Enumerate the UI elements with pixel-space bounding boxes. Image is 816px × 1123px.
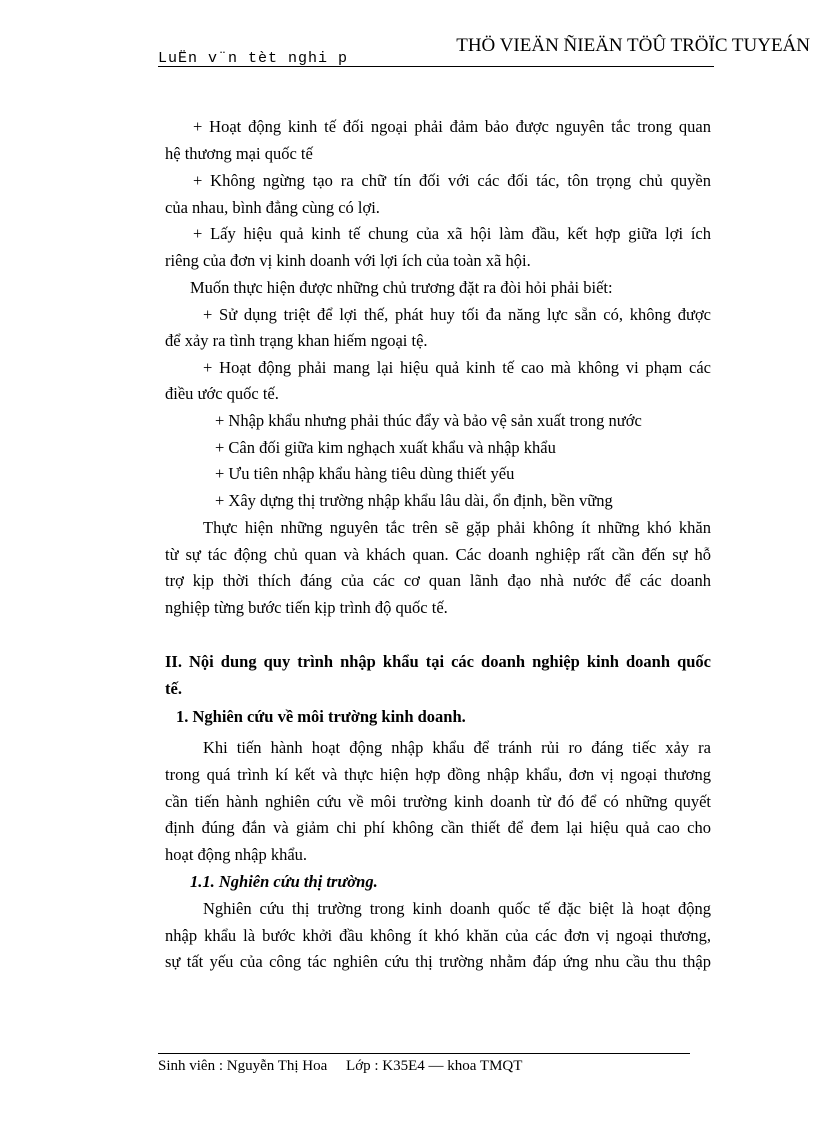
header-library-label: THÖ VIEÄN ÑIEÄN TÖÛ TRÖÏC TUYEÁN (456, 35, 810, 56)
text-line: sự tất yếu của công tác nghiên cứu thị trường nhằm đáp ứng nhu cầu thu thập (165, 952, 711, 971)
text-line: hoạt động nhập khẩu. (165, 845, 308, 864)
text-line: + Sử dụng triệt để lợi thế, phát huy tối đa năng lực sẵn có, không được (203, 305, 711, 324)
text-line: + Không ngừng tạo ra chữ tín đối với các đối tác, tôn trọng chủ quyền (193, 171, 711, 190)
text-line: hệ thương mại quốc tế (165, 144, 313, 163)
text-line: từ sự tác động chủ quan và khách quan. Các doanh nghiệp rất cần đến sự hỗ (165, 545, 711, 564)
sub-subsection-heading: 1.1. Nghiên cứu thị trường. (190, 872, 378, 891)
header-divider (158, 66, 714, 67)
section-heading-continued: tế. (165, 679, 182, 698)
text-line: nghiệp từng bước tiến kịp trình độ quốc tế. (165, 598, 448, 617)
text-line: nhập khẩu là bước khởi đầu không ít khó khăn của các đơn vị ngoại thương, (165, 926, 711, 945)
text-line: + Lấy hiệu quả kinh tế chung của xã hội làm đầu, kết hợp giữa lợi ích (193, 224, 711, 243)
text-line: Thực hiện những nguyên tắc trên sẽ gặp phải không ít những khó khăn (203, 518, 711, 537)
text-line: riêng của đơn vị kinh doanh với lợi ích của toàn xã hội. (165, 251, 531, 270)
text-line: + Ưu tiên nhập khẩu hàng tiêu dùng thiết yếu (215, 464, 515, 483)
header-thesis-label: LuËn v¨n tèt nghi p (158, 50, 349, 67)
text-line: để xảy ra tình trạng khan hiếm ngoại tệ. (165, 331, 428, 350)
footer-divider (158, 1053, 690, 1054)
text-line: Muốn thực hiện được những chủ trương đặt ra đòi hỏi phải biết: (190, 278, 613, 297)
text-line: điều ước quốc tế. (165, 384, 279, 403)
text-line: trong quá trình kí kết và thực hiện hợp đồng nhập khẩu, đơn vị ngoại thương (165, 765, 711, 784)
section-heading: II. Nội dung quy trình nhập khẩu tại các doanh nghiệp kinh doanh quốc (165, 652, 711, 671)
text-line: Khi tiến hành hoạt động nhập khẩu để tránh rủi ro đáng tiếc xảy ra (203, 738, 711, 757)
text-line: + Nhập khẩu nhưng phải thúc đẩy và bảo vệ sản xuất trong nước (215, 411, 642, 430)
text-line: trợ kịp thời thích đáng của các cơ quan lãnh đạo nhà nước để các doanh (165, 571, 711, 590)
text-line: định đúng đắn và giảm chi phí không cần thiết để đem lại hiệu quả cao cho (165, 818, 711, 837)
subsection-heading: 1. Nghiên cứu về môi trường kinh doanh. (176, 707, 466, 726)
text-line: Nghiên cứu thị trường trong kinh doanh quốc tế đặc biệt là hoạt động (203, 899, 711, 918)
footer-student-info: Sinh viên : Nguyễn Thị Hoa Lớp : K35E4 — khoa TMQT (158, 1058, 523, 1074)
text-line: + Hoạt động kinh tế đối ngoại phải đảm bảo được nguyên tắc trong quan (193, 117, 711, 136)
text-line: cần tiến hành nghiên cứu về môi trường kinh doanh từ đó để có những quyết (165, 792, 711, 811)
text-line: của nhau, bình đẳng cùng có lợi. (165, 198, 380, 217)
text-line: + Cân đối giữa kim nghạch xuất khẩu và nhập khẩu (215, 438, 556, 457)
text-line: + Xây dựng thị trường nhập khẩu lâu dài, ổn định, bền vững (215, 491, 613, 510)
text-line: + Hoạt động phải mang lại hiệu quả kinh tế cao mà không vi phạm các (203, 358, 711, 377)
